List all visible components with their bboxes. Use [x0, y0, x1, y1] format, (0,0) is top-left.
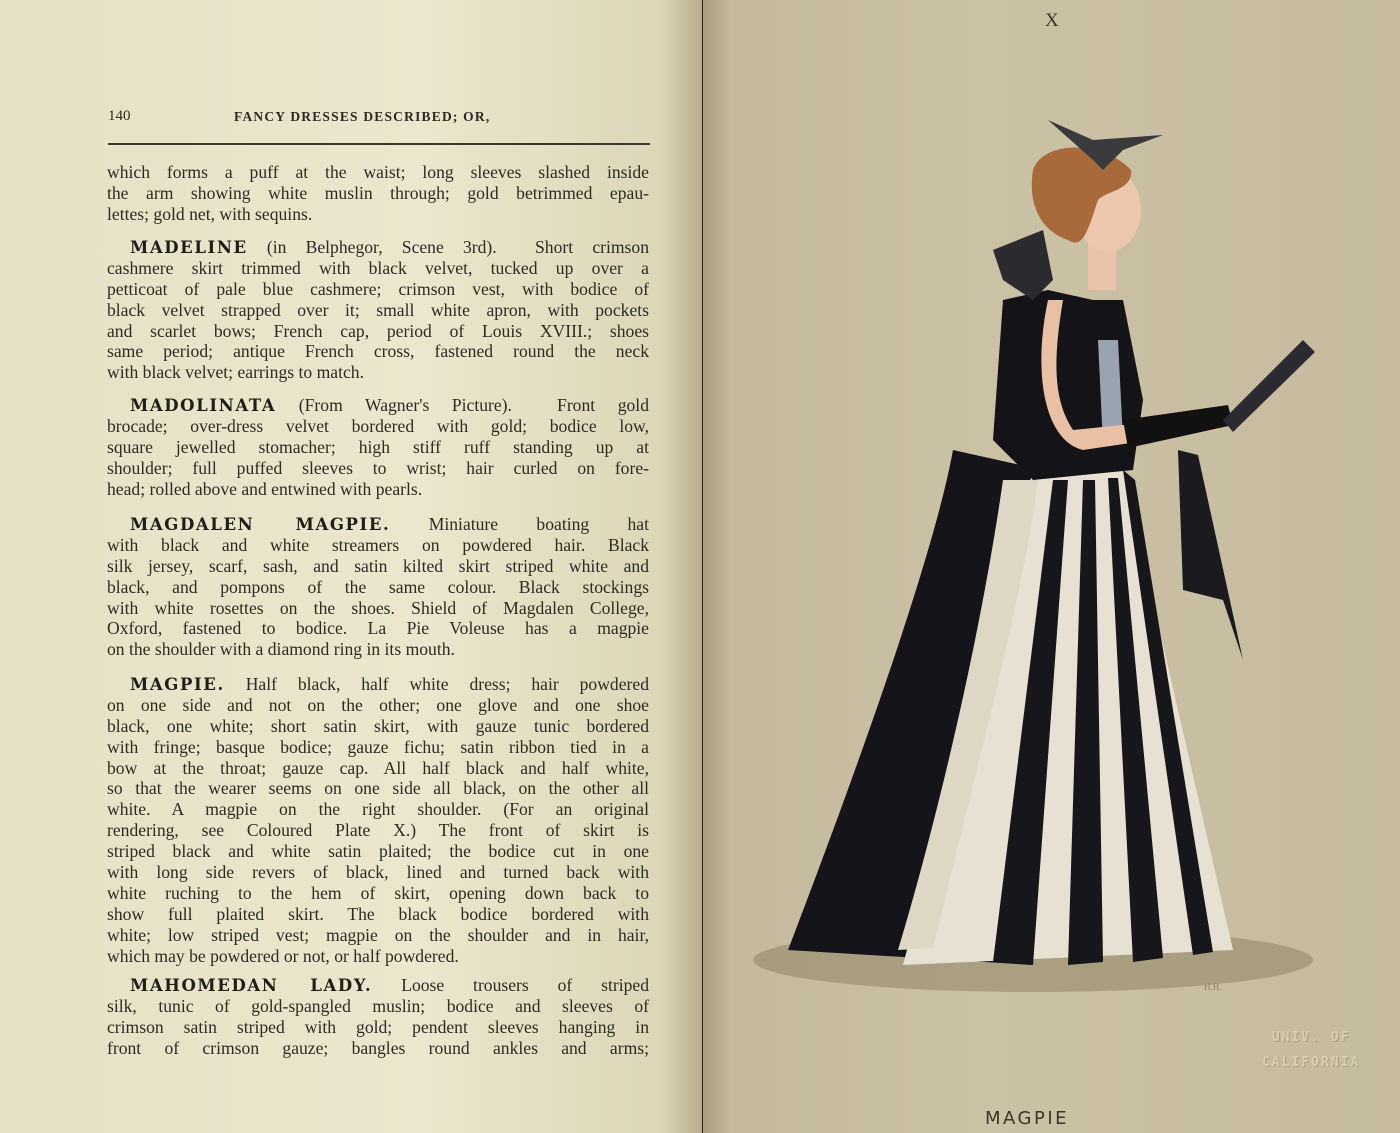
text-line: so that the wearer seems on one side all black, on the other all: [107, 778, 649, 799]
text-line: black, and pompons of the same colour. Black stockings: [107, 576, 649, 597]
text-line: white. A magpie on the right shoulder. (For an original: [107, 799, 649, 820]
text-line: cashmere skirt trimmed with black velvet, tucked up over a: [107, 257, 649, 278]
ribbon-streamers: [1178, 450, 1243, 660]
fan: [1223, 340, 1315, 432]
entry-first-line-text: Loose trousers of striped: [372, 975, 649, 995]
text-line: rendering, see Coloured Plate X.) The front of skirt is: [107, 820, 649, 841]
text-line: which may be powdered or not, or half powdered.: [107, 945, 459, 966]
text-line: brocade; over-dress velvet bordered with gold; bodice low,: [107, 415, 649, 436]
text-line: on the shoulder with a diamond ring in its mouth.: [107, 639, 455, 660]
entry-first-line: [107, 395, 649, 416]
entry-first-line: [107, 237, 649, 258]
entry-magpie: [107, 674, 649, 966]
text-line: with white rosettes on the shoes. Shield of Magdalen College,: [107, 597, 649, 618]
text-line: and scarlet bows; French cap, period of Louis XVIII.; shoes: [107, 320, 649, 341]
text-line: black, one white; short satin skirt, with gauze tunic bordered: [107, 715, 649, 736]
text-line: Oxford, fastened to bodice. La Pie Voleuse has a magpie: [107, 618, 649, 639]
text-line: the arm showing white muslin through; gold betrimmed epau-: [107, 182, 649, 203]
running-head-title: FANCY DRESSES DESCRIBED; OR,: [234, 109, 491, 124]
text-line: with fringe; basque bodice; gauze fichu; satin ribbon tied in a: [107, 736, 649, 757]
text-line: silk, tunic of gold-spangled muslin; bodice and sleeves of: [107, 995, 649, 1016]
entry-headword: MAGDALEN MAGPIE.: [130, 515, 391, 534]
entry-headword: MADOLINATA: [130, 396, 277, 415]
text-line: white; low striped vest; magpie on the shoulder and in hair,: [107, 924, 649, 945]
text-line: white ruching to the hem of skirt, opening down back to: [107, 882, 649, 903]
text-line: shoulder; full puffed sleeves to wrist; hair curled on fore-: [107, 457, 649, 478]
text-line: black velvet strapped over it; small white apron, with pockets: [107, 299, 649, 320]
text-line: which forms a puff at the waist; long sleeves slashed inside: [107, 162, 649, 182]
bodice: [993, 290, 1143, 480]
continuation-paragraph: [107, 162, 649, 225]
magpie-costume-illustration: [703, 0, 1400, 1133]
entry-headword: MAHOMEDAN LADY.: [130, 976, 373, 995]
text-line: on one side and not on the other; one glove and one shoe: [107, 694, 649, 715]
text-line: same period; antique French cross, fastened round the neck: [107, 341, 649, 362]
text-line: square jewelled stomacher; high stiff ruff standing up at: [107, 436, 649, 457]
plate-number: X: [1045, 10, 1059, 31]
entry-magdalen-magpie: [107, 514, 649, 660]
entry-first-line-text: Miniature boating hat: [390, 514, 650, 534]
entry-first-line: [107, 975, 649, 996]
header-rule: [108, 143, 650, 145]
page-number: 140: [108, 108, 131, 124]
text-line: bow at the throat; gauze cap. All half black and half white,: [107, 757, 649, 778]
entry-mahomedan-lady: [107, 975, 649, 1059]
text-line: with long side revers of black, lined and turned back with: [107, 862, 649, 883]
stamp-line-2: CALIFORNIA: [1262, 1055, 1361, 1070]
text-line: petticoat of pale blue cashmere; crimson vest, with bodice of: [107, 278, 649, 299]
text-line: with black and white streamers on powdered hair. Black: [107, 534, 649, 555]
running-head: [108, 108, 648, 130]
entry-first-line: [107, 674, 649, 695]
magpie-on-shoulder: [993, 230, 1053, 300]
text-line: with black velvet; earrings to match.: [107, 362, 364, 383]
text-line: show full plaited skirt. The black bodice bordered with: [107, 903, 649, 924]
entry-headword: MAGPIE.: [130, 675, 225, 694]
entry-madeline: [107, 237, 649, 383]
stamp-line-1: UNIV. OF: [1271, 1030, 1351, 1045]
text-line: front of crimson gauze; bangles round ankles and arms;: [107, 1037, 649, 1058]
entry-madolinata: [107, 395, 649, 499]
artist-initials: H.H.: [1204, 982, 1222, 992]
entry-first-line-text: (From Wagner's Picture). Front gold: [276, 395, 649, 415]
entry-headword: MADELINE: [130, 238, 248, 257]
text-line: silk jersey, scarf, sash, and satin kilted skirt striped white and: [107, 555, 649, 576]
library-stamp: [1262, 1025, 1360, 1075]
text-line: striped black and white satin plaited; the bodice cut in one: [107, 841, 649, 862]
entry-first-line-text: Half black, half white dress; hair powdered: [224, 674, 649, 694]
text-line: lettes; gold net, with sequins.: [107, 203, 313, 224]
text-line: crimson satin striped with gold; pendent sleeves hanging in: [107, 1016, 649, 1037]
entry-first-line-text: (in Belphegor, Scene 3rd). Short crimson: [247, 237, 649, 257]
text-line: head; rolled above and entwined with pearls.: [107, 478, 423, 499]
plate-caption: MAGPIE: [985, 1108, 1070, 1129]
entry-first-line: [107, 514, 649, 535]
